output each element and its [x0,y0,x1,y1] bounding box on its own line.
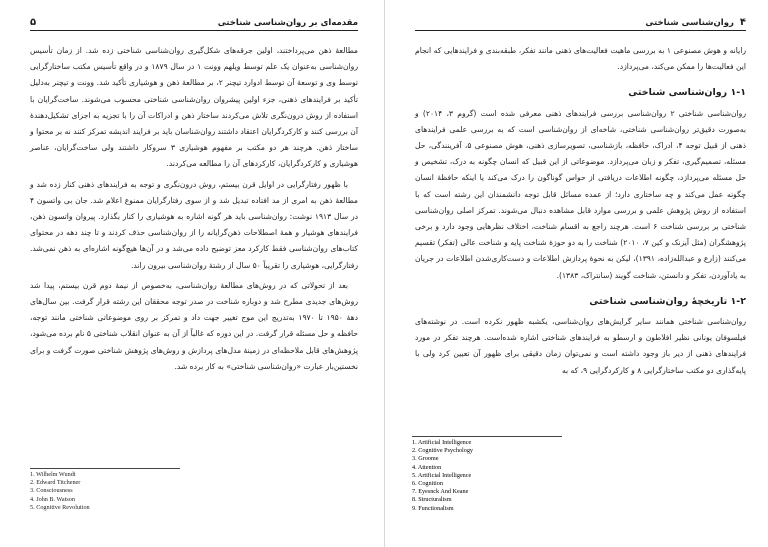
right-page-header [415,10,746,31]
footnote: 8. Structuralism [412,496,452,504]
footnote-list [412,439,562,513]
running-title: روان‌شناسی شناختی [645,18,734,28]
footnotes [412,430,562,513]
running-title: مقدمه‌ای بر روان‌شناسی شناختی [217,18,358,28]
footnote: 3. Groome [412,455,439,463]
page-number: ۴ [739,17,746,28]
paragraph: روان‌شناسی شناختی همانند سایر گرایش‌های روان‌شناسی، یکشبه ظهور نکرده است. در نوشته‌های فیلسوفان یونانی نظیر افلاطون و ارسطو به فرایندهای شناختی اشاره شده‌است. هرچند تفکر در مورد فرایندهای ذهنی از دیر باز وجود داشته است و نمی‌توان زمان دقیقی برای ظهور آن تعیین کرد ولی با پایه‌گذاری دو مکتب ساختارگرایی ۸ و کارکردگرایی ۹، که به [415,317,746,375]
left-page-body [30,43,358,375]
right-page-body [415,43,746,379]
paragraph: مطالعهٔ ذهن می‌پرداختند، اولین جرقه‌های شکل‌گیری روان‌شناسی شناختی زده شد. از زمان تأسیس روان‌شناسی به‌عنوان یک علم توسط ویلهم وونت ۱ در سال ۱۸۷۹ و در واقع تأسیس مکتب ساختارگرایی توسط وی و توسعهٔ آن توسط ادوارد تیچنر ۲، بر مطالعهٔ ذهن و هوشیاری تأکید شد. وونت و تیچنر به‌دلیل تأکید بر فرایندهای ذهنی، جزء اولین پیشروان روان‌شناسی شناختی محسوب می‌شوند. ساخت‌گرایان با استفاده از روش درون‌نگری تلاش می‌کردند ساختار ذهن و ادراکات آن را با تجزیه به اجزای تشکیل‌دهندهٔ آن بررسی کنند و کارکردگرایان اعتقاد داشتند روان‌شناسان باید بر فرایند اندیشه تمرکز کنند نه بر محتوا و ساختار ذهن. هرچند هر دو مکتب بر مفهوم هوشیاری ۳ سروکار داشتند ولی ساخت‌گرایان، عناصر هوشیاری و کارکردگرایان، کارکردهای آن را مطالعه می‌کردند. [30,46,359,169]
footnote: 3. Consciousness [30,487,73,495]
footnote: 5. Artificial Intelligence [412,471,472,479]
section-heading: ۱-۲ تاریخچهٔ روان‌شناسی شناختی [589,295,746,307]
footnote: 6. Cognition [412,480,443,488]
footnote: 9. Functionalism [412,504,454,512]
section-heading: ۱-۱ روان‌شناسی شناختی [628,87,746,99]
footnote-rule [30,468,180,469]
paragraph: با ظهور رفتارگرایی در اوایل قرن بیستم، روش درون‌نگری و توجه به فرایندهای ذهنی کنار زده شد و مطالعهٔ ذهن به امری از مد افتاده تبدیل شد و از سوی رفتارگرایان ممنوع اعلام شد. جان بی واتسون ۴ در سال ۱۹۱۳ نوشت: روان‌شناسی باید هر گونه اشاره به هوشیاری را کنار بگذارد. پیروان واتسون ذهن، فرایندهای هوشیار و همهٔ اصطلاحات ذهن‌گرایانه را از روان‌شناسی حذف کردند و تا چند دهه در محتوای کتاب‌های روان‌شناسی فقط کارکرد معز توضیح داده می‌شد و در آن‌ها هیچ‌گونه اشاره‌ای به ذهن نمی‌شد. رفتارگرایی، هوشیاری را تقریباً ۵۰ سال از رشتهٔ روان‌شناسی بیرون راند. [30,179,358,270]
footnote: 5. Cognitive Revolution [30,503,90,511]
left-page-header [30,10,358,31]
footnote: 2. Cognitive Psychology [412,447,474,455]
footnote: 7. Eyesnck And Keane [412,488,469,496]
intro-paragraph: رایانه و هوش مصنوعی ۱ به بررسی ماهیت فعالیت‌های ذهنی مانند تفکر، طبقه‌بندی و فرایندهایی که انجام این فعالیت‌ها را ممکن می‌کند، می‌پردازد. [415,46,747,72]
footnote-list [30,471,180,512]
footnote: 2. Edward Titchener [30,479,81,487]
paragraph: روان‌شناسی شناختی ۲ روان‌شناسی بررسی فرایندهای ذهنی معرفی شده است (گروم ۳، ۲۰۱۴) و به‌صورت دقیق‌تر روان‌شناسی شناختی، شاخه‌ای از روان‌شناسی است که به بررسی علمی فرایندهای ذهنی از قبیل توجه ۴، ادراک، حافظه، بازشناسی، تصویرسازی ذهنی، هوش مصنوعی ۵، آفرینندگی، حل مسئله، تصمیم‌گیری، تفکر و زبان می‌پردازد. موضوعاتی از این قبیل که انسان چگونه به درک، تشخیص و حل مسئله می‌پردازد، چگونه اطلاعات دریافتی از حواس گوناگون را درک می‌کند یا اینکه حافظهٔ انسان چگونه عمل می‌کند و چه ساختاری دارد؛ از عمده مسائل قابل توجه دانشمندان این رشته است که با استفاده از روش پژوهش علمی و بررسی موارد قابل مشاهده دنبال می‌شوند. تمرکز اصلی روان‌شناسی شناختی بر بررسی شناخت ۶ است. هرچند راجع به اقسام شناخت، اختلاف نظرهایی وجود دارد و برخی پژوهشگران (مثل آیزنک و کین ۷، ۲۰۱۰) شناخت را به دو حوزهٔ شناخت پایه و شناخت عالی (تفکر) تقسیم می‌کنند (زارع و عبدالله‌زاده، ۱۳۹۱)، لیکن به نحوهٔ پردازش اطلاعات و دست‌کاری‌شدن اطلاعات در جریان به یادآوردن، تفکر و دانستن، شناخت گویند (سانتراک، ۱۳۸۳). [415,108,747,280]
footnote: 4. John B. Watson [30,495,75,503]
paragraph: بعد از تحولاتی که در روش‌های مطالعهٔ روان‌شناسی، به‌خصوص از نیمهٔ دوم قرن بیستم، پیدا شد روش‌های جدیدی مطرح شد و دوباره شناخت در صدر توجه محققان این رشته قرار گرفت. بین سال‌های دههٔ ۱۹۵۰ تا ۱۹۷۰ به‌تدریج این موج تغییر جهت داد و تمرکز بر روی موضوعاتی شناختی مانند توجه، حافظه و حل مسئله قرار گرفت. در این دوره که غالباً از آن به عنوان انقلاب شناختی ۵ نام برده می‌شود، پژوهش‌های قابل ملاحظه‌ای در زمینهٔ مدل‌های پردازش و روش‌های پژوهش شناختی صورت گرفت و برای نخستین‌بار عبارت «روان‌شناسی شناختی» به کار برده شد. [30,280,358,371]
footnote-rule [412,436,562,437]
footnotes [30,462,180,512]
page-number: ۵ [30,17,37,28]
footnote: 1. Artificial Intelligence [412,439,472,446]
footnote: 1. Wilhelm Wundt [30,471,76,478]
footnote: 4. Attention [412,463,442,471]
